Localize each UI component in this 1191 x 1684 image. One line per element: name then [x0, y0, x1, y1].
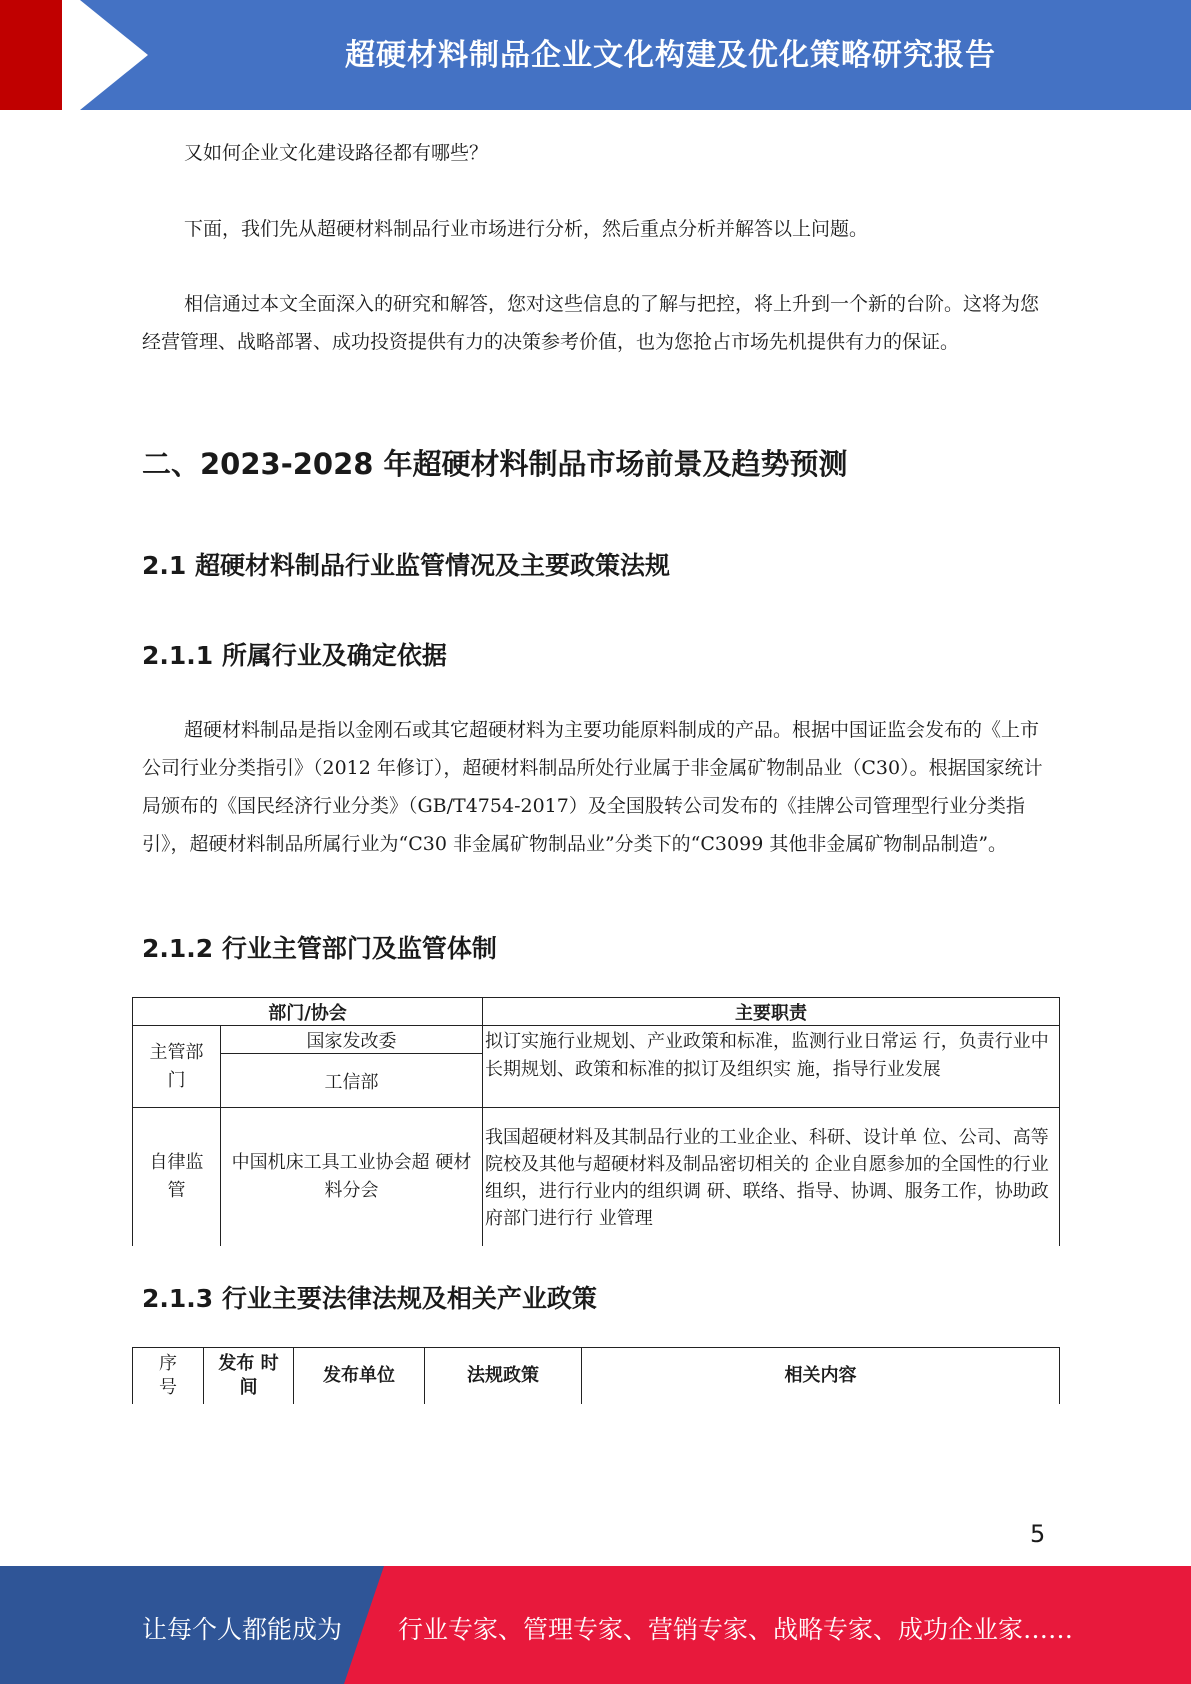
- intro-paragraph-2: 下面，我们先从超硬材料制品行业市场进行分析，然后重点分析并解答以上问题。: [184, 218, 869, 240]
- unit-cell: 中国机床工具工业协会超 硬材料分会: [221, 1108, 483, 1246]
- duty-cell: 我国超硬材料及其制品行业的工业企业、科研、设计单 位、公司、高等院校及其他与超硬材料及制品密切相关的 企业自愿参加的全国性的行业组织，进行行业内的组织调 研、联络、指导、协调、服务工作，协助政府部门进行行 业管理: [483, 1108, 1060, 1246]
- regulator-table: [132, 997, 1060, 1246]
- intro-paragraph-3: 相信通过本文全面深入的研究和解答，您对这些信息的了解与把控，将上升到一个新的台阶。这将为您经营管理、战略部署、成功投资提供有力的决策参考价值，也为您抢占市场先机提供有力的保证。: [142, 293, 1040, 353]
- group-label-cell: 自律监管: [133, 1108, 221, 1246]
- header-title: 超硬材料制品企业文化构建及优化策略研究报告: [345, 38, 996, 73]
- table-header-cell: 发布单位: [294, 1348, 425, 1405]
- table-row: [133, 1108, 1060, 1246]
- page-number: 5: [1030, 1520, 1046, 1548]
- table-header-row: [133, 998, 1060, 1026]
- subsection-heading-2-1: 2.1 超硬材料制品行业监管情况及主要政策法规: [142, 551, 670, 580]
- intro-paragraph-1: 又如何企业文化建设路径都有哪些？: [184, 142, 489, 164]
- subsection-heading-2-1-3: 2.1.3 行业主要法律法规及相关产业政策: [142, 1284, 597, 1313]
- table-row: [133, 1026, 1060, 1054]
- table-header-cell: 序号: [133, 1348, 204, 1405]
- section-heading: 二、2023-2028 年超硬材料制品市场前景及趋势预测: [142, 447, 848, 481]
- table-header-row: [133, 1348, 1060, 1405]
- footer-slogan-left: 让每个人都能成为: [142, 1615, 343, 1644]
- table-header-cell: 相关内容: [582, 1348, 1060, 1405]
- group-label-cell: 主管部门: [133, 1026, 221, 1108]
- unit-cell: 工信部: [221, 1054, 483, 1108]
- table-header-cell: 发布 时间: [204, 1348, 294, 1405]
- subsection-heading-2-1-2: 2.1.2 行业主管部门及监管体制: [142, 934, 497, 963]
- table-header-cell: 部门/协会: [133, 998, 483, 1026]
- footer-slogan-right: 行业专家、管理专家、营销专家、战略专家、成功企业家……: [398, 1615, 1074, 1644]
- paragraph-2-1-1: 超硬材料制品是指以金刚石或其它超硬材料为主要功能原料制成的产品。根据中国证监会发布的《上市公司行业分类指引》（2012 年修订），超硬材料制品所处行业属于非金属矿物制品业（C30）。根据国家统计局颁布的《国民经济行业分类》（GB/T4754-2017）及全国股转公司发布的《挂牌公司管理型行业分类指引》，超硬材料制品所属行业为“C30 非金属矿物制品业”分类下的“C3099 其他非金属矿物制品制造”。: [142, 719, 1043, 855]
- policy-table: [132, 1347, 1060, 1404]
- duty-cell: 拟订实施行业规划、产业政策和标准，监测行业日常运 行，负责行业中长期规划、政策和标准的拟订及组织实 施，指导行业发展: [483, 1026, 1060, 1108]
- header-arrow-white-edge: [62, 0, 148, 110]
- table-header-cell: 法规政策: [425, 1348, 582, 1405]
- table-header-cell: 主要职责: [483, 998, 1060, 1026]
- unit-cell: 国家发改委: [221, 1026, 483, 1054]
- subsection-heading-2-1-1: 2.1.1 所属行业及确定依据: [142, 641, 447, 670]
